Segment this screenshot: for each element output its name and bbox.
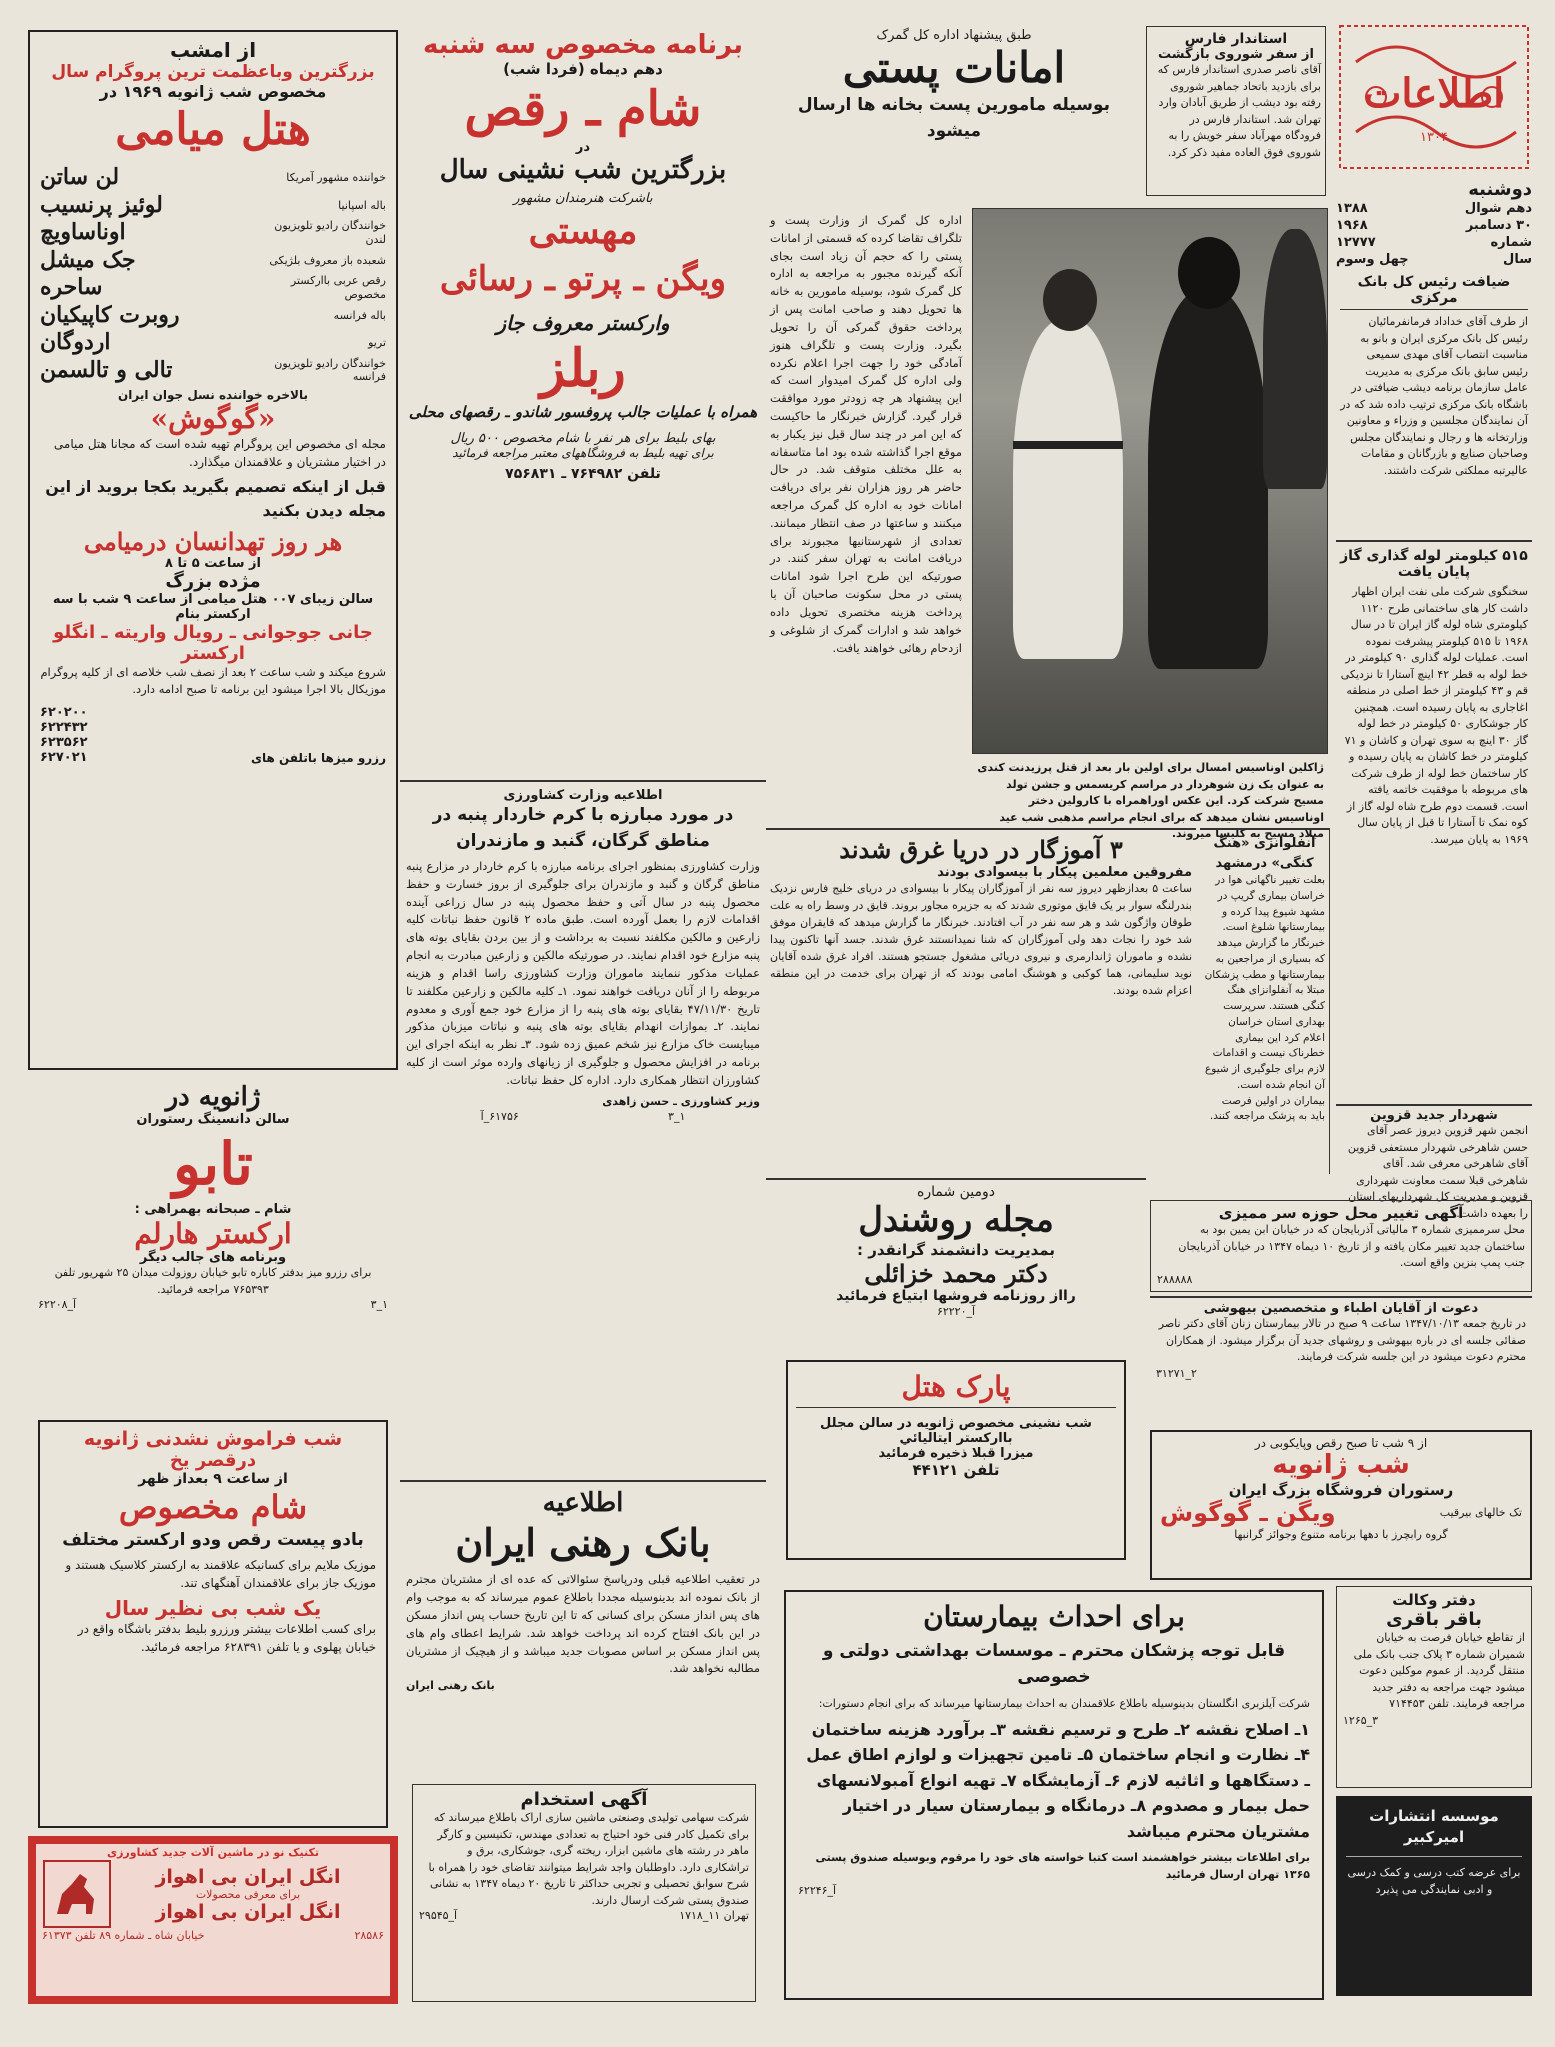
performer-name: تالی و تالسمن	[40, 356, 173, 383]
logo-year: ۱۳۰۴	[1420, 130, 1448, 145]
hospital-title: برای احداث بیمارستان	[923, 1600, 1185, 1633]
ice-palace-info: برای کسب اطلاعات بیشتر ورزرو بلیط بدفتر باشگاه واقع در خیابان پهلوی و یا تلفن ۶۲۸۳۹۱ مراجعه فرمائید.	[77, 1622, 376, 1655]
performer-row	[40, 164, 386, 192]
tax-office-phone: ۲۸۸۸۸۸	[1157, 1272, 1193, 1286]
park-hotel-line1: شب نشینی مخصوص ژانویه در سالن مجلل	[820, 1416, 1092, 1431]
store-ad-performers: ویگن ـ گوگوش	[1160, 1499, 1336, 1528]
tabu-code: آ_۶۲۲۰۸	[38, 1298, 77, 1312]
tabu-sub: سالن دانسینگ رستوران	[136, 1112, 290, 1127]
central-bank-text: از طرف آقای خداداد فرمانفرمائیان رئیس کل بانک مرکزی ایران و بانو به مناسبت انتصاب آقای مهدی سمیعی رئیس سابق بانک مرکزی به مدیریت عامل سازمان برنامه دیشب ضیافتی در باشگاه بانک مرکزی ترتیب داده شد که در آن نمایندگان مجلسین و وزراء و معاونین وزارتخانه ها و رجال و نمایندگان مجلس وصاحبان صنایع و بازرگانان و مقامات عالیرتبه مملکتی شرکت داشتند.	[1340, 315, 1528, 477]
miami-title: هتل میامی	[115, 104, 311, 155]
performer-row	[40, 357, 386, 385]
performer-row	[40, 274, 386, 302]
tuesday-event: بزرگترین شب نشینی سال	[439, 155, 727, 186]
tuesday-show: شام ـ رقص	[464, 81, 702, 137]
ice-palace-line: بادو پیست رقص ودو اركستر مختلف	[62, 1529, 364, 1550]
doctors-invitation-title: دعوت از آقایان اطباء و متخصصین بیهوشی	[1203, 1301, 1479, 1316]
miami-every-hours: از ساعت ۵ تا ۸	[164, 556, 261, 572]
magazine-code: آ_۶۲۲۲۰	[936, 1304, 976, 1318]
tuesday-in: در	[575, 140, 591, 156]
mortgage-bank-sign: بانک رهنی ایران	[406, 1679, 495, 1693]
date-value: ۱۹۶۸	[1336, 218, 1368, 234]
flu-text: بعلت تغییر ناگهانی هوا در خراسان بیماری گریپ در مشهد شیوع پیدا کرده و بیمارستانها شلوغ است. خبرنگار ما گزارش میدهد که بسیاری از مراجعین به بیمارستانها و مطب پزشکان مبتلا به آنفلوانزای هنگ کنگی هستند. سرپرست بهداری استان خراسان اعلام کرد این بیماری خطرناک نیست و اقدامات لازم برای جلوگیری از شیوع آن انجام شده است. بیماران در اولین فرصت باید به پزشک مراجعه کنند.	[1204, 874, 1325, 1123]
teachers-subhead: مفروقین معلمین پیکار با بیسوادی بودند	[937, 865, 1192, 881]
date-value: ۱۳۸۸	[1336, 201, 1368, 217]
tuesday-sale: برای تهیه بلیط به فروشگاههای معتبر مراجعه فرمائید	[452, 445, 714, 460]
mortgage-bank-title: بانک رهنی ایران	[455, 1520, 711, 1565]
tuesday-band-intro: وارکستر معروف جاز	[496, 310, 670, 335]
phone-number: ۶۲۲۴۳۲	[40, 719, 88, 735]
flu-title: آنفلوانزی «هنگ کنگی» درمشهد	[1213, 836, 1316, 871]
park-hotel-phone: تلفن ۴۴۱۲۱	[912, 1461, 1000, 1479]
law-office-ad	[1336, 1586, 1532, 1788]
phone-number: ۶۲۳۵۶۲	[40, 734, 88, 750]
employment-title: آگهی استخدام	[520, 1789, 648, 1810]
tabu-dinner: شام ـ صبحانه بهمراهی :	[134, 1202, 292, 1218]
performer-name: روبرت کاپیکیان	[40, 301, 180, 328]
performer-role: باله اسپانیا	[338, 198, 386, 212]
qazvin-title: شهردار جدید قزوین	[1370, 1108, 1498, 1123]
qazvin-story	[1336, 1104, 1532, 1220]
performer-name: جک میشل	[40, 246, 136, 273]
roshandel-magazine-ad	[766, 1178, 1146, 1356]
miami-bands: جانی جوجوانی ـ رویال واریته ـ انگلو ارکستر	[53, 622, 373, 665]
mortgage-bank-text: در تعقیب اطلاعیه قبلی ودرپاسخ سئوالاتی که عده ای از مشتریان مجترم از بانک نموده اند بدینوسیله مجددا باطلاع عموم میرساند که به موجب وام های پس انداز مسکن برای کسانی که تا این تاریخ حساب پس انداز مسکن در این بانک افتتاح کرده اند پرداخت خواهد شد. شرایط اعطای وام های پس انداز مسکن بر اساس مصوبات جدید میباشد و از هیچیک از مشتریان مطالبه نخواهد شد.	[406, 1572, 760, 1676]
miami-every-day: هر روز تهدانسان درمیامی	[83, 527, 343, 557]
law-office-title: دفتر وکالت	[1392, 1591, 1476, 1609]
agriculture-kicker: اطلاعیه وزارت کشاورزی	[503, 788, 663, 803]
pipeline-story	[1336, 540, 1532, 1102]
performer-role: خواننده مشهور آمریکا	[286, 171, 386, 185]
flu-story	[1200, 828, 1330, 1174]
masthead-logo	[1336, 22, 1532, 172]
date-label: ۳۰ دسامبر	[1465, 218, 1532, 234]
ahwaz-code: ۲۸۵۸۶	[354, 1929, 384, 1942]
park-hotel-line3: میزرا قبلا ذخیره فرمائید	[878, 1446, 1034, 1461]
date-row	[1336, 252, 1532, 269]
tuesday-with: باشرکت هنرمندان مشهور	[513, 191, 653, 207]
governor-title: استاندار فارس	[1184, 31, 1288, 47]
ahwaz-ad	[28, 1836, 398, 2004]
performer-row	[40, 329, 386, 357]
miami-phones-label: رزرو میزها باتلفن های	[250, 750, 386, 765]
tuesday-performers: ویگن ـ پرتو ـ رسائی	[439, 258, 727, 299]
agriculture-title: در مورد مبارزه با کرم خاردار پنبه در مناطق گرگان، گنبد و مازندران	[432, 805, 734, 851]
agriculture-text: وزارت کشاورزی بمنظور اجرای برنامه مبارزه با کرم خاردار در مزارع پنبه مناطق گرگان و گنبد و مازندران برای جلوگیری از بروز خسارت و حفظ محصول پنبه در سال آتی و حفظ محصول پنبه در سال زراعی آینده اقدامات لازم را بعمل آورده است. طبق ماده ۲ قانون حفظ نباتات کلیه زارعین و مالکین مکلفند نسبت به برداشت و از بین بردن بقایای بوته های پنبه مزارع خود اقدام نمایند. در صورتیکه مالکین و زارعین مبادرت به انجام عملیات مذکور ننمایند ماموران وزارت کشاورزی راسا اقدام و هزینه مربوطه را از آنان دریافت خواهند نمود. ۱ـ کلیه مالکین و زارعین مکلفند تا تاریخ ۴۷/۱۱/۳۰ بقایای بوته های پنبه را از مزارع خود جمع آوری و معدوم نمایند. ۲ـ بموازات انهدام بقایای بوته های پنبه و نباتات میزبان مذکور میبایست خاک مزارع نیز شخم عمیق زده شود. ۳ـ نظر به اینکه اجرای این برنامه در افزایش محصول و جلوگیری از زیانهای وارده موثر است از کلیه کشاورزان انتظار همکاری دارد. اداره کل حفظ نباتات.	[406, 859, 760, 1087]
magazine-bottom: رااز روزنامه فروشها ابتیاع فرمائید	[836, 1287, 1076, 1304]
store-new-year-ad	[1150, 1430, 1532, 1580]
tabu-band: اركستر هارلم	[134, 1217, 292, 1251]
magazine-top: دومین شماره	[916, 1184, 995, 1200]
hospital-list: ۱ـ اصلاح نقشه ۲ـ طرح و ترسیم نقشه ۳ـ برآورد هزینه ساختمان ۴ـ نظارت و انجام ساختمان ۵ـ تامین تجهیزات و لوازم اطاق عمل ـ دستگاهها و اثاثیه لازم ۶ـ آزمایشگاه ۷ـ تهیه انواع آمبولانسهای حمل بیمار و مصدوم ۸ـ درمانگاه و بیمارستان سیار در اختیار مشتریان محترم میباشد	[806, 1719, 1310, 1841]
tuesday-price: بهای بلیط برای هر نفر با شام مخصوص ۵۰۰ ریال	[450, 430, 716, 446]
performer-name: اوناساویچ	[40, 219, 126, 246]
central-bank-title: ضیافت رئیس کل بانک مرکزی	[1340, 274, 1528, 310]
miami-start-text: شروع میکند و شب ساعت ۲ بعد از نصف شب خلاصه ای از کلیه پروگرام موزیکال بالا اجرا میشود این برنامه تا صبح ادامه دارد.	[40, 665, 386, 697]
agriculture-notice	[400, 780, 766, 1380]
ahwaz-top: تکنیک نو در ماشین آلات جدید کشاورزی	[107, 1846, 319, 1859]
ahwaz-sub: برای معرفی محصولات	[195, 1887, 301, 1901]
governor-text: آقای ناصر صدری استاندار فارس که برای بازدید باتحاد جماهیر شوروی رفته بود دیشب از طریق آبادان وارد تهران شد. استاندار فارس در فرودگاه مهرآباد سفر خویش را به شوروی فوق العاده مفید ذکر کرد.	[1157, 63, 1321, 159]
tuesday-program-ad	[400, 26, 766, 774]
law-office-name: باقر باقری	[1386, 1609, 1482, 1630]
tabu-extra: وبرنامه های جالب دیگر	[139, 1250, 287, 1266]
miami-for: مخصوص شب ژانویه ۱۹۶۹ در	[99, 82, 327, 101]
tabu-address: برای رزرو میز بدفتر کاباره تابو خیابان روزولت میدان ۲۵ شهریور تلفن ۷۶۵۳۹۳ مراجعه فرمائید.	[54, 1266, 372, 1296]
law-office-text: از تقاطع خیابان فرصت به خیابان شمیران شماره ۳ پلاک جنب بانک ملی منتقل گردید. از عموم موکلین دعوت میشود جهت مراجعه به دفتر جدید مراجعه فرمایند. تلفن ۷۱۴۴۵۳	[1353, 1631, 1525, 1710]
date-row	[1336, 235, 1532, 252]
ice-palace-title: شام مخصوص	[118, 1488, 308, 1526]
performer-row	[40, 302, 386, 330]
performer-role: رقص عربی بااركستر مخصوص	[290, 274, 386, 301]
performer-row	[40, 192, 386, 220]
store-ad-title: شب ژانویه	[1272, 1450, 1410, 1480]
governor-subtitle: از سفر شوروی بازگشت	[1158, 47, 1314, 62]
performer-name: لوئیز پرنسیب	[40, 191, 163, 218]
magazine-editor-line: بمدیریت دانشمند گرانقدر :	[857, 1240, 1055, 1259]
ice-palace-night: یک شب بی نظیر سال	[104, 1596, 322, 1621]
phone-number: ۶۲۷۰۲۱	[40, 749, 88, 765]
miami-good-news: مژده بزرگ	[165, 571, 261, 593]
parcels-subhead: بوسیله مامورین پست بخانه ها ارسال میشود	[797, 95, 1111, 141]
tuesday-guest: مهستی	[528, 210, 638, 253]
ice-palace-top: شب فراموش نشدنی ژانویه	[83, 1428, 343, 1450]
tuesday-band: ربلز	[540, 337, 626, 399]
date-row	[1336, 218, 1532, 235]
ahwaz-address: خیابان شاه ـ شماره ۸۹ تلفن ۶۱۳۷۳	[42, 1929, 205, 1942]
tuesday-extra: همراه با عملیات جالب پروفسور شاندو ـ رقصهای محلی	[408, 402, 758, 421]
tabu-top: ژانویه در	[165, 1082, 261, 1112]
store-ad-line: رستوران فروشگاه بزرگ ایران	[1228, 1481, 1454, 1500]
employment-code: تهران ۱۱_۱۷۱۸	[679, 1909, 749, 1922]
jackie-caption	[972, 758, 1328, 840]
agriculture-code: ۱_۳	[668, 1110, 686, 1124]
park-hotel-line2: بااركستر ايتاليائي	[899, 1431, 1013, 1446]
agriculture-code2: ۶۱۷۵۶_آ	[480, 1110, 519, 1124]
teachers-story	[766, 828, 1196, 1174]
publisher-title: موسسه انتشارات امیرکبیر	[1369, 1807, 1499, 1846]
miami-phones	[40, 705, 88, 765]
date-row	[1336, 178, 1532, 201]
central-bank-story	[1336, 272, 1532, 534]
employment-code2: آ_۲۹۵۴۵	[419, 1909, 458, 1922]
tuesday-title: برنامه مخصوص سه شنبه	[422, 30, 744, 60]
miami-hall-line: سالن زیبای ۰۰۷ هتل میامی از ساعت ۹ شب با سه اركستر بنام	[52, 592, 374, 623]
date-value: چهل وسوم	[1336, 252, 1409, 268]
ahwaz-title: انگل ایران بی اهواز	[155, 1865, 341, 1888]
teachers-text: ساعت ۵ بعدازظهر دیروز سه نفر از آموزگاران پیکار با بیسوادی در دریای خلیج فارس نزدیک بندرلنگه سوار بر یک قایق موتوری شدند که به جزیره مجاور بروند. قایق در وسط راه به علت طوفان واژگون شد و هر سه نفر در آب افتادند. خبرنگار ما گزارش میدهد که قایقران موفق شد خود را نجات دهد ولی آموزگاران که شنا نمیدانستند غرق شدند. جسد آنها تاکنون پیدا نشده و ماموران ژاندارمری و نیروی دریائی مشغول جستجو هستند. افراد غرق شده آقایان نوید سلیمانی، هما کوکبی و هوشنگ امامی بودند که از تهران برای خدمت در این منطقه اعزام شده بودند.	[770, 882, 1192, 998]
store-ad-top: از ۹ شب تا صبح رقص وپایکوبی در	[1254, 1436, 1428, 1450]
jackie-kennedy-photo	[973, 209, 1327, 753]
miami-finally: بالاخره خواننده نسل جوان ایران	[118, 388, 308, 403]
governor-story	[1146, 26, 1326, 196]
parcels-headline: امانات پستی	[842, 43, 1066, 92]
magazine-title: مجله روشندل	[858, 1200, 1054, 1240]
phone-number: ۶۲۰۲۰۰	[40, 704, 88, 720]
tax-office-title: آگهی تغییر محل حوزه سر ممیزی	[1218, 1204, 1464, 1222]
hotel-miami-ad	[28, 30, 398, 1070]
performer-role: تریو	[368, 336, 386, 350]
ice-palace-ad	[38, 1420, 388, 1828]
doctors-invitation	[1150, 1296, 1532, 1426]
ice-palace-text: موزیک ملایم برای کسانیکه علاقمند به اركستر کلاسیک هستند و موزیک جاز برای علاقمندان آهنگهای تند.	[65, 1558, 376, 1591]
performer-role: شعبده باز معروف بلژیکی	[269, 253, 386, 267]
performer-name: اردوگان	[40, 329, 111, 356]
date-label: سال	[1503, 252, 1532, 268]
park-hotel-ad	[786, 1360, 1126, 1560]
tuesday-phones: تلفن ۷۶۴۹۸۲ ـ ۷۵۶۸۳۱	[505, 465, 661, 482]
mortgage-bank-notice	[400, 1480, 766, 1780]
employment-text: شرکت سهامی تولیدی وصنعتی ماشین سازی اراک باطلاع میرساند که برای تکمیل کادر فنی خود احتیاج به تعدادی مهندس، تکنیسین و کارگر ماهر در رشته های ماشین ابزار، ریخته گری، جوشکاری، برق و تراشکاری دارد. داوطلبان واجد شرایط میتوانند تقاضای خود را همراه با شرح سوابق تحصیلی و تجربی حداکثر تا تاریخ ۲۰ دیماه ۱۳۴۷ به نشانی صندوق پستی شرکت ارسال دارند.	[428, 1811, 749, 1907]
tabu-title: تابو	[173, 1130, 253, 1198]
hospital-subtitle: قابل توجه پزشکان محترم ـ موسسات بهداشتی دولتی و خصوصی	[822, 1641, 1286, 1687]
hospital-code: آ_۶۲۲۴۶	[798, 1884, 837, 1898]
date-label: دوشنبه	[1468, 179, 1532, 200]
parcels-kicker: طبق پیشنهاد اداره کل گمرک	[876, 28, 1032, 43]
parcels-story	[766, 26, 1142, 206]
hospital-footer: برای اطلاعات بیشتر خواهشمند است کتبا خواسته های خود را مرقوم وبوسیله صندوق پستی ۱۳۶۵ تهران ارسال فرمائید	[815, 1851, 1310, 1881]
date-value: ۱۲۷۷۷	[1336, 235, 1376, 251]
miami-decide: قبل از اینکه تصمیم بگیرید بکجا بروید از این مجله دیدن بکنید	[45, 477, 386, 521]
miami-hall-text: مجله ای مخصوص این پروگرام تهیه شده است که مجانا هتل میامی در اختیار مشتریان و علاقمندان میگذارد.	[53, 437, 386, 470]
logo-text: اطلاعات	[1363, 70, 1505, 117]
performer-role: خوانندگان رادیو تلویزیون لندن	[274, 219, 386, 246]
date-label: شماره	[1490, 235, 1532, 251]
date-label: دهم شوال	[1464, 201, 1532, 217]
performer-name: لن ساتن	[40, 164, 120, 191]
agriculture-sign: وزیر کشاورزی ـ حسن زاهدی	[602, 1094, 760, 1108]
miami-biggest: بزرگترین وباعظمت ترین پروگرام سال	[51, 62, 375, 82]
jackie-caption-text: ژاکلین اوناسیس امسال برای اولین بار بعد از قتل پرزیدنت کندی به عنوان یک زن شوهردار در مراسم کریسمس و جشن تولد مسیح شرکت کرد. این عکس اوراهمراه با کارولین دختر اوناسیس نشان میدهد که برای انجام مراسم مذهبی شب عید میلاد مسیح به کلیسا میروند.	[977, 761, 1324, 840]
performer-row	[40, 247, 386, 275]
hospital-ad	[784, 1590, 1324, 2000]
date-row	[1336, 201, 1532, 218]
miami-star: «گوگوش»	[150, 402, 276, 436]
ahwaz-title2: انگل ایران بی اهواز	[155, 1900, 341, 1923]
parcels-text: اداره کل گمرک از وزارت پست و تلگراف تقاضا کرده که قسمتی از امانات پستی را که حجم آن زیاد است بجای آنکه گیرنده مجبور به مراجعه به اداره کل گمرک شود، بوسیله مامورین به خانه ها تحویل دهند و صاحب امانت پس از پرداخت حقوق گمرکی آن را تحویل بگیرد. وزارت پست و تلگراف هنوز آمادگی خود را جهت اجرا اعلام نکرده ولی اداره کل گمرک امیدوار است که این پیشنهاد هر چه زودتر مورد موافقت قرار گیرد. گزارش خبرنگار ما حاکیست که این امر در چند سال قبل نیز یکبار به موقع اجرا گذاشته شده بود اما متاسفانه به علل مختلف متوقف شد. در حال حاضر هر روز هزاران نفر برای دریافت امانات خود به اداره کل گمرک مراجعه میکنند و ساعتها در صف انتظار میمانند. تعدادی از شهرستانیها مجبورند برای دریافت امانت به تهران سفر کنند. در صورتیکه این طرح اجرا شود امانات پستی در محل سکونت صاحبان آن با پرداخت هزینه مختصری تحویل داده خواهد شد و ادارات گمرک از شلوغی و ازدحام رهائی خواهند یافت.	[770, 213, 962, 655]
hospital-intro: شرکت آیلزبری انگلستان بدینوسیله باطلاع علاقمندان به احداث بیمارستانها میرساند که برای انجام دستورات:	[818, 1697, 1310, 1710]
parcels-body	[766, 212, 966, 818]
tax-office-text: محل سرممیزی شماره ۳ مالیاتی آذربایجان که در خیابان ابن یمین بود به ساختمان جدید تغییر مکان یافته و از تاریخ ۱۰ دیماه ۱۳۴۷ در خیابان آذربایجان جنب پمپ بنزین واقع است.	[1178, 1223, 1525, 1269]
doctors-invitation-code: ۲_۳۱۲۷۱	[1156, 1366, 1197, 1380]
performer-row	[40, 219, 386, 247]
publisher-text: برای عرضه کتب درسی و کمک درسی و ادبی نمایندگی می پذیرد	[1347, 1866, 1521, 1896]
tax-office-notice	[1150, 1200, 1532, 1292]
ice-palace-place: درقصر یخ	[169, 1450, 257, 1471]
doctors-invitation-text: در تاریخ جمعه ۱۳۴۷/۱۰/۱۳ ساعت ۹ صبح در تالار بیمارستان زنان آقای دکتر ناصر صفائی جلسه ای در باره بیهوشی و روشهای جدید آن برگزار میشود. از همکاران محترم دعوت میشود در این جلسه شرکت فرمایند.	[1158, 1317, 1526, 1363]
tabu-ad	[28, 1076, 398, 1416]
miami-top: از امشب	[169, 38, 257, 62]
performers-list	[40, 164, 386, 384]
store-ad-extra: تک خالهای بیرقیب	[1439, 1505, 1522, 1519]
ice-palace-time: از ساعت ۹ بعداز ظهر	[138, 1471, 288, 1487]
teachers-headline: ۳ آموزگار در دریا غرق شدند	[839, 835, 1123, 864]
tuesday-date: دهم دیماه (فردا شب)	[503, 60, 663, 78]
pipeline-title: ۵۱۵ کیلومتر لوله گذاری گاز پایان یافت	[1340, 548, 1528, 580]
date-block	[1336, 178, 1532, 266]
pipeline-text: سخنگوی شرکت ملی نفت ایران اظهار داشت کار های ساختمانی طرح ۱۱۲۰ کیلومتری شاه لوله گاز ایران تا در سال ۱۹۶۸ تا ۵۱۵ کیلومتر پیشرفت نموده است. عملیات لوله گذاری ۹۰ کیلومتر در خط لوله به قطر ۴۲ اینچ آستارا تا نزدیکی قم و ۴۳ کیلومتر از خط اصلی در منطقه اغاجاری به پایان رسیده است. همچنین کار جوشکاری ۵۰ کیلومتر در خط لوله گاز ۳۰ اینچ به سوی تهران و کاشان و ۷۱ کیلومتر در خط کاشان به پایان رسیده و کار ساختمان خط لوله از طرف شرکت های مربوطه با موفقیت خاتمه یافته است. قسمت دوم طرح شاه لوله گاز از کوه نمک تا آستارا تا قبل از پایان سال ۱۹۶۹ به پایان میرسد.	[1340, 585, 1528, 846]
mortgage-bank-kicker: اطلاعیه	[542, 1488, 624, 1518]
tabu-code2: ۱_۳	[370, 1298, 388, 1312]
employment-ad	[412, 1784, 756, 2002]
law-office-code: ۳_۱۲۶۵	[1343, 1713, 1379, 1727]
store-ad-bottom: گروه رابچرز با دهها برنامه متنوع وجوائز گرانبها	[1234, 1528, 1448, 1542]
qazvin-text: انجمن شهر قزوین دیروز عصر آقای حسن شاهرخی شهردار مستعفی قزوین آقای شاهرخی معرفی شد. آقای شاهرخی قبلا سمت معاونت شهرداری قزوین و مدیریت کل شهرداریهای استان را بعهده داشت.	[1347, 1124, 1528, 1220]
performer-role: باله فرانسه	[333, 308, 386, 322]
horse-logo-icon	[42, 1859, 112, 1929]
performer-name: ساحره	[40, 274, 103, 301]
magazine-editor-name: دکتر محمد خزائلی	[864, 1258, 1048, 1288]
park-hotel-title: پارک هتل	[796, 1370, 1116, 1408]
publisher-ad	[1336, 1796, 1532, 1996]
jackie-photo-frame	[972, 208, 1328, 754]
performer-role: خوانندگان رادیو تلویزیون فرانسه	[274, 356, 386, 384]
